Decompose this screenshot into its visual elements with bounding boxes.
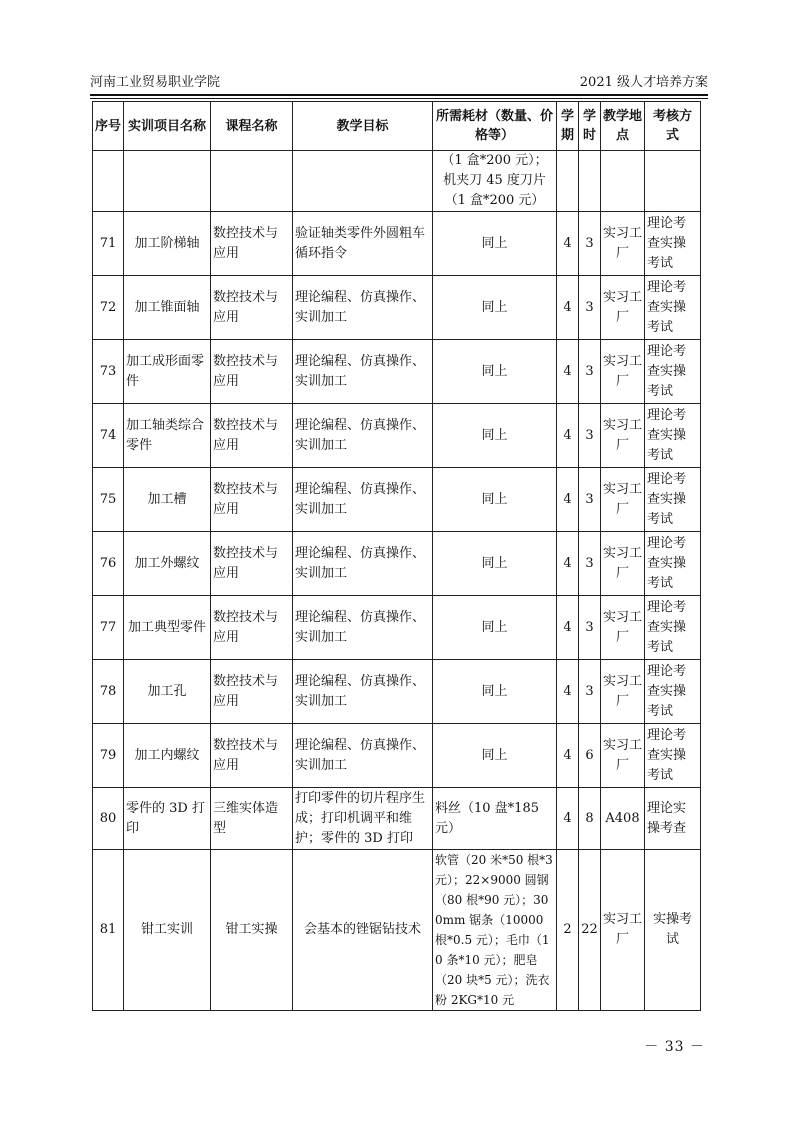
col-header-project: 实训项目名称 bbox=[124, 102, 211, 151]
cell-materials: 同上 bbox=[433, 212, 557, 276]
cell-materials: 料丝（10 盘*185 元） bbox=[433, 788, 557, 850]
cell-materials: （1 盒*200 元）；机夹刀 45 度刀片（1 盒*200 元） bbox=[433, 151, 557, 212]
cell-term: 4 bbox=[557, 660, 579, 724]
cell-goal: 理论编程、仿真操作、实训加工 bbox=[293, 404, 433, 468]
cell-hours: 3 bbox=[579, 532, 601, 596]
table-row bbox=[93, 404, 701, 468]
cell-place: 实习工厂 bbox=[601, 404, 645, 468]
cell-no: 77 bbox=[93, 596, 124, 660]
cell-place: 实习工厂 bbox=[601, 468, 645, 532]
cell-assess: 理论考查实操考试 bbox=[645, 212, 701, 276]
cell-course: 数控技术与应用 bbox=[211, 340, 293, 404]
cell-course: 数控技术与应用 bbox=[211, 212, 293, 276]
cell-project: 加工轴类综合零件 bbox=[124, 404, 211, 468]
cell-goal: 会基本的锉锯钻技术 bbox=[293, 850, 433, 1011]
cell-course: 数控技术与应用 bbox=[211, 468, 293, 532]
cell-no: 71 bbox=[93, 212, 124, 276]
cell-no: 75 bbox=[93, 468, 124, 532]
header-rule-thick bbox=[90, 94, 708, 96]
cell-hours: 3 bbox=[579, 468, 601, 532]
cell-goal: 打印零件的切片程序生成；打印机调平和维护；零件的 3D 打印 bbox=[293, 788, 433, 850]
col-header-materials: 所需耗材（数量、价格等） bbox=[433, 102, 557, 151]
cell-term: 4 bbox=[557, 724, 579, 788]
table-row bbox=[93, 660, 701, 724]
cell-term: 2 bbox=[557, 850, 579, 1011]
page-header bbox=[90, 72, 708, 94]
cell-hours: 8 bbox=[579, 788, 601, 850]
cell-project: 加工外螺纹 bbox=[124, 532, 211, 596]
cell-course: 数控技术与应用 bbox=[211, 404, 293, 468]
cell-course: 数控技术与应用 bbox=[211, 724, 293, 788]
cell-place: 实习工厂 bbox=[601, 340, 645, 404]
cell-no: 80 bbox=[93, 788, 124, 850]
cell-no: 73 bbox=[93, 340, 124, 404]
table-row bbox=[93, 276, 701, 340]
cell-materials: 同上 bbox=[433, 276, 557, 340]
table-row bbox=[93, 788, 701, 850]
cell-course: 三维实体造型 bbox=[211, 788, 293, 850]
cell-hours: 3 bbox=[579, 660, 601, 724]
cell-assess: 理论考查实操考试 bbox=[645, 276, 701, 340]
cell-no: 78 bbox=[93, 660, 124, 724]
cell-no: 76 bbox=[93, 532, 124, 596]
cell-materials: 同上 bbox=[433, 532, 557, 596]
cell-hours: 3 bbox=[579, 404, 601, 468]
cell-place: 实习工厂 bbox=[601, 660, 645, 724]
cell-assess: 理论实操考查 bbox=[645, 788, 701, 850]
cell-project: 加工成形面零件 bbox=[124, 340, 211, 404]
cell-place: 实习工厂 bbox=[601, 850, 645, 1011]
cell-project: 加工孔 bbox=[124, 660, 211, 724]
cell-course: 数控技术与应用 bbox=[211, 276, 293, 340]
cell-goal: 理论编程、仿真操作、实训加工 bbox=[293, 596, 433, 660]
cell-course: 数控技术与应用 bbox=[211, 532, 293, 596]
cell-assess: 理论考查实操考试 bbox=[645, 468, 701, 532]
cell-materials: 同上 bbox=[433, 724, 557, 788]
cell-goal: 理论编程、仿真操作、实训加工 bbox=[293, 724, 433, 788]
training-projects-table bbox=[92, 101, 701, 1011]
cell-assess: 理论考查实操考试 bbox=[645, 596, 701, 660]
cell-assess: 实操考试 bbox=[645, 850, 701, 1011]
cell-goal: 理论编程、仿真操作、实训加工 bbox=[293, 468, 433, 532]
cell-project: 加工典型零件 bbox=[124, 596, 211, 660]
cell-place: 实习工厂 bbox=[601, 276, 645, 340]
table-row-continuation bbox=[93, 151, 701, 212]
cell-assess: 理论考查实操考试 bbox=[645, 660, 701, 724]
cell-assess: 理论考查实操考试 bbox=[645, 340, 701, 404]
cell-project: 钳工实训 bbox=[124, 850, 211, 1011]
table-row bbox=[93, 596, 701, 660]
cell-materials: 同上 bbox=[433, 468, 557, 532]
cell-place: A408 bbox=[601, 788, 645, 850]
cell-no: 79 bbox=[93, 724, 124, 788]
cell-no: 74 bbox=[93, 404, 124, 468]
cell-term: 4 bbox=[557, 212, 579, 276]
cell-term: 4 bbox=[557, 532, 579, 596]
cell-project: 加工槽 bbox=[124, 468, 211, 532]
cell-term: 4 bbox=[557, 276, 579, 340]
cell-term: 4 bbox=[557, 340, 579, 404]
table-row bbox=[93, 212, 701, 276]
cell-goal: 理论编程、仿真操作、实训加工 bbox=[293, 276, 433, 340]
cell-place: 实习工厂 bbox=[601, 596, 645, 660]
table-row bbox=[93, 468, 701, 532]
cell-hours: 3 bbox=[579, 276, 601, 340]
col-header-place: 教学地点 bbox=[601, 102, 645, 151]
col-header-no: 序号 bbox=[93, 102, 124, 151]
table-row bbox=[93, 850, 701, 1011]
cell-project: 加工内螺纹 bbox=[124, 724, 211, 788]
col-header-term: 学期 bbox=[557, 102, 579, 151]
cell-hours: 3 bbox=[579, 340, 601, 404]
page-number: － 33 － bbox=[644, 1039, 705, 1055]
cell-no: 72 bbox=[93, 276, 124, 340]
cell-term: 4 bbox=[557, 788, 579, 850]
cell-hours: 3 bbox=[579, 596, 601, 660]
col-header-assess: 考核方式 bbox=[645, 102, 701, 151]
cell-term: 4 bbox=[557, 468, 579, 532]
cell-course: 钳工实操 bbox=[211, 850, 293, 1011]
cell-place: 实习工厂 bbox=[601, 532, 645, 596]
cell-project: 加工阶梯轴 bbox=[124, 212, 211, 276]
header-school-name: 河南工业贸易职业学院 bbox=[90, 75, 221, 90]
cell-materials: 软管（20 米*50 根*3 元）；22×9000 圆钢（80 根*90 元）；300mm 锯条（10000 根*0.5 元）；毛巾（10 条*10 元）；肥皂（20 块*5 元）；洗衣粉 2KG*10 元 bbox=[433, 850, 557, 1011]
table-row bbox=[93, 340, 701, 404]
cell-project: 加工锥面轴 bbox=[124, 276, 211, 340]
cell-goal: 理论编程、仿真操作、实训加工 bbox=[293, 532, 433, 596]
header-plan-title: 2021 级人才培养方案 bbox=[579, 75, 708, 90]
cell-assess: 理论考查实操考试 bbox=[645, 724, 701, 788]
cell-no: 81 bbox=[93, 850, 124, 1011]
cell-goal: 理论编程、仿真操作、实训加工 bbox=[293, 340, 433, 404]
cell-term: 4 bbox=[557, 404, 579, 468]
cell-course: 数控技术与应用 bbox=[211, 596, 293, 660]
table-header-row bbox=[93, 102, 701, 151]
header-rule-thin bbox=[90, 98, 708, 99]
col-header-course: 课程名称 bbox=[211, 102, 293, 151]
cell-hours: 22 bbox=[579, 850, 601, 1011]
cell-materials: 同上 bbox=[433, 340, 557, 404]
cell-place: 实习工厂 bbox=[601, 724, 645, 788]
table-row bbox=[93, 532, 701, 596]
cell-materials: 同上 bbox=[433, 660, 557, 724]
cell-goal: 理论编程、仿真操作、实训加工 bbox=[293, 660, 433, 724]
cell-hours: 3 bbox=[579, 212, 601, 276]
cell-hours: 6 bbox=[579, 724, 601, 788]
cell-materials: 同上 bbox=[433, 404, 557, 468]
cell-term: 4 bbox=[557, 596, 579, 660]
table-row bbox=[93, 724, 701, 788]
cell-place: 实习工厂 bbox=[601, 212, 645, 276]
cell-project: 零件的 3D 打印 bbox=[124, 788, 211, 850]
cell-materials: 同上 bbox=[433, 596, 557, 660]
cell-goal: 验证轴类零件外圆粗车循环指令 bbox=[293, 212, 433, 276]
cell-assess: 理论考查实操考试 bbox=[645, 532, 701, 596]
cell-course: 数控技术与应用 bbox=[211, 660, 293, 724]
cell-assess: 理论考查实操考试 bbox=[645, 404, 701, 468]
col-header-goal: 教学目标 bbox=[293, 102, 433, 151]
col-header-hours: 学时 bbox=[579, 102, 601, 151]
